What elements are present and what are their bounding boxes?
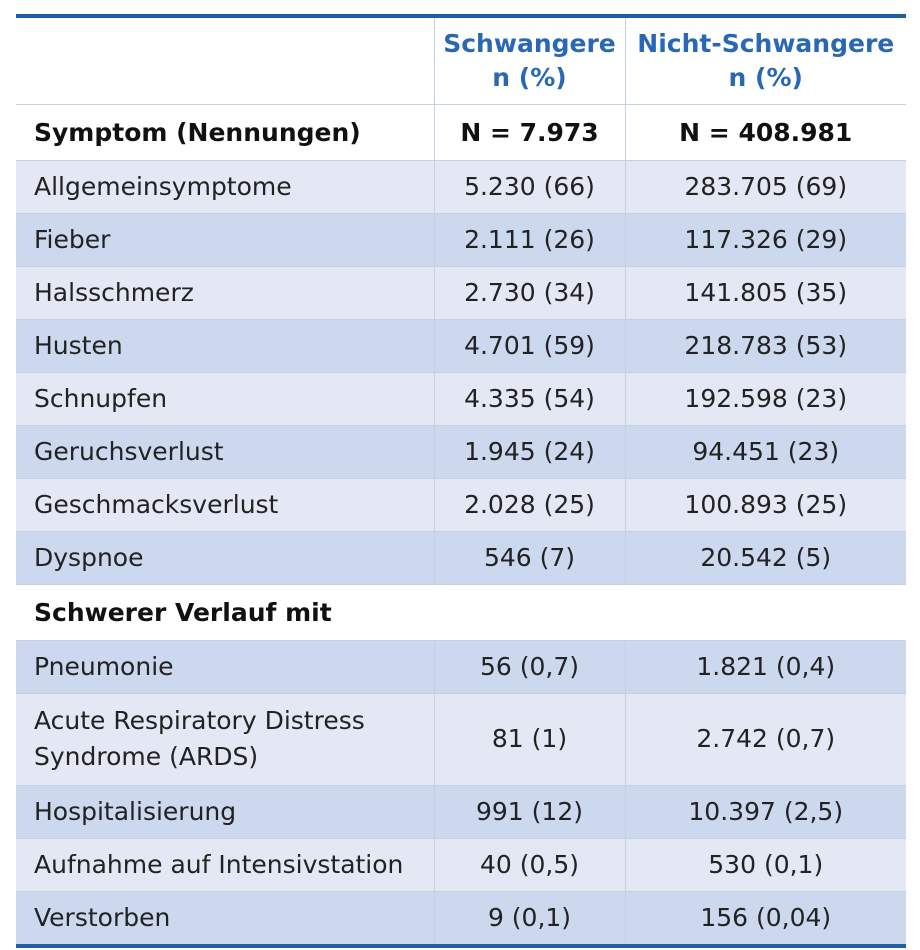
table-row (16, 213, 906, 266)
row-label (16, 693, 434, 785)
section-label: Schwerer Verlauf mit (16, 584, 906, 640)
row-label: Fieber (16, 213, 434, 266)
header-pregnant-unit: n (%) (492, 62, 567, 92)
cell-pregnant: 546 (7) (434, 531, 625, 584)
row-label: Halsschmerz (16, 266, 434, 319)
header-nonpregnant (625, 16, 906, 104)
cell-pregnant: 4.335 (54) (434, 372, 625, 425)
header-symptom (16, 16, 434, 104)
header-nonpregnant-title: Nicht-Schwangere (637, 28, 895, 58)
cell-pregnant: 5.230 (66) (434, 160, 625, 213)
cell-pregnant: 40 (0,5) (434, 838, 625, 891)
row-label: Geruchsverlust (16, 425, 434, 478)
table-row (16, 693, 906, 785)
table-body (16, 104, 906, 946)
cell-pregnant: 2.730 (34) (434, 266, 625, 319)
row-label: Geschmacksverlust (16, 478, 434, 531)
cell-nonpregnant: 20.542 (5) (625, 531, 906, 584)
table-row (16, 372, 906, 425)
table-row (16, 531, 906, 584)
row-label-line2: Syndrome (ARDS) (34, 742, 259, 771)
cell-pregnant: 2.111 (26) (434, 213, 625, 266)
cell-nonpregnant: 156 (0,04) (625, 891, 906, 946)
table-row (16, 478, 906, 531)
row-label: Husten (16, 319, 434, 372)
row-label: Aufnahme auf Intensivstation (16, 838, 434, 891)
symptom-table (16, 14, 906, 948)
cell-pregnant: 9 (0,1) (434, 891, 625, 946)
cell-nonpregnant: 192.598 (23) (625, 372, 906, 425)
row-label-line1: Acute Respiratory Distress (34, 706, 365, 735)
row-label: Allgemeinsymptome (16, 160, 434, 213)
table-row (16, 891, 906, 946)
table-row (16, 319, 906, 372)
section-row-symptoms (16, 104, 906, 160)
n-pregnant: N = 7.973 (434, 104, 625, 160)
cell-nonpregnant: 218.783 (53) (625, 319, 906, 372)
cell-pregnant: 1.945 (24) (434, 425, 625, 478)
row-label: Dyspnoe (16, 531, 434, 584)
table-row (16, 640, 906, 693)
table-row (16, 425, 906, 478)
cell-nonpregnant: 2.742 (0,7) (625, 693, 906, 785)
section-label: Symptom (Nennungen) (16, 104, 434, 160)
n-nonpregnant: N = 408.981 (625, 104, 906, 160)
row-label: Schnupfen (16, 372, 434, 425)
row-label: Hospitalisierung (16, 785, 434, 838)
cell-nonpregnant: 283.705 (69) (625, 160, 906, 213)
cell-nonpregnant: 117.326 (29) (625, 213, 906, 266)
cell-nonpregnant: 100.893 (25) (625, 478, 906, 531)
table-row (16, 785, 906, 838)
header-pregnant-title: Schwangere (443, 28, 616, 58)
cell-pregnant: 991 (12) (434, 785, 625, 838)
cell-nonpregnant: 94.451 (23) (625, 425, 906, 478)
cell-pregnant: 2.028 (25) (434, 478, 625, 531)
header-row (16, 16, 906, 104)
header-nonpregnant-unit: n (%) (728, 62, 803, 92)
header-pregnant (434, 16, 625, 104)
table-row (16, 838, 906, 891)
cell-pregnant: 56 (0,7) (434, 640, 625, 693)
cell-nonpregnant: 1.821 (0,4) (625, 640, 906, 693)
table-row (16, 160, 906, 213)
section-row-severe (16, 584, 906, 640)
cell-pregnant: 4.701 (59) (434, 319, 625, 372)
table-header (16, 16, 906, 104)
row-label: Pneumonie (16, 640, 434, 693)
table-row (16, 266, 906, 319)
cell-nonpregnant: 141.805 (35) (625, 266, 906, 319)
cell-nonpregnant: 530 (0,1) (625, 838, 906, 891)
row-label: Verstorben (16, 891, 434, 946)
cell-pregnant: 81 (1) (434, 693, 625, 785)
cell-nonpregnant: 10.397 (2,5) (625, 785, 906, 838)
